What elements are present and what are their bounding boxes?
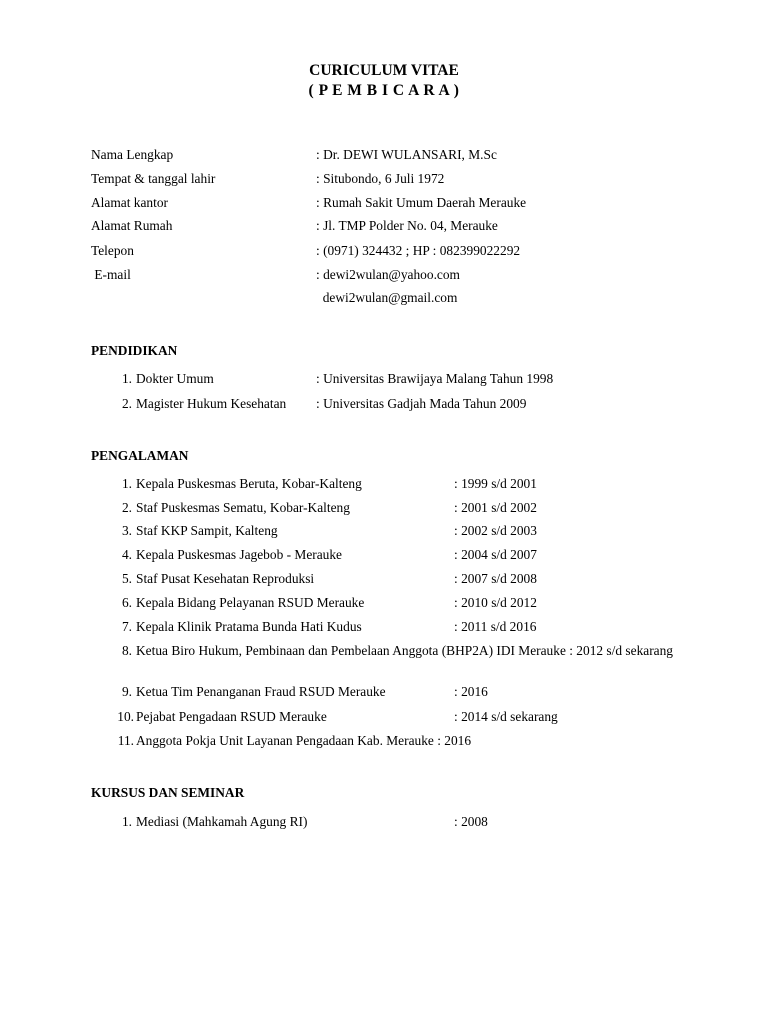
item-period: : 2014 s/d sekarang	[454, 709, 558, 724]
item-name: Kepala Puskesmas Beruta, Kobar-Kalteng	[136, 476, 362, 491]
field-label: E-mail	[91, 267, 131, 282]
item-number: 6.	[121, 595, 132, 610]
field-value: : Situbondo, 6 Juli 1972	[316, 171, 445, 186]
field-value: : Jl. TMP Polder No. 04, Merauke	[316, 218, 498, 233]
item-number: 7.	[121, 619, 132, 634]
item-period: : 2016	[454, 684, 488, 699]
field-value: : (0971) 324432 ; HP : 082399022292	[316, 243, 521, 258]
item-number: 2.	[121, 500, 132, 515]
field-value: : dewi2wulan@yahoo.com	[316, 267, 460, 282]
section-heading-pendidikan: PENDIDIKAN	[91, 343, 178, 358]
field-label: Telepon	[91, 243, 134, 258]
item-name: Kepala Puskesmas Jagebob - Merauke	[136, 547, 343, 562]
item-name: Staf Pusat Kesehatan Reproduksi	[136, 571, 315, 586]
item-number: 2.	[121, 396, 132, 411]
field-label: Nama Lengkap	[91, 147, 174, 162]
item-name: Pejabat Pengadaan RSUD Merauke	[136, 709, 327, 724]
item-name: Kepala Klinik Pratama Bunda Hati Kudus	[136, 619, 362, 634]
item-number: 9.	[121, 684, 132, 699]
item-number: 1.	[121, 476, 132, 491]
item-name: Dokter Umum	[136, 371, 214, 386]
item-period: : 2002 s/d 2003	[454, 523, 537, 538]
item-name: Magister Hukum Kesehatan	[136, 396, 287, 411]
field-value: : Dr. DEWI WULANSARI, M.Sc	[316, 147, 497, 162]
item-number: 11.	[117, 733, 134, 748]
section-heading-kursus: KURSUS DAN SEMINAR	[91, 785, 245, 800]
item-name: Kepala Bidang Pelayanan RSUD Merauke	[136, 595, 365, 610]
item-period: : 2008	[454, 814, 488, 829]
item-period: : 2010 s/d 2012	[454, 595, 537, 610]
item-number: 1.	[121, 371, 132, 386]
field-value: dewi2wulan@gmail.com	[316, 290, 458, 305]
item-detail: : Universitas Brawijaya Malang Tahun 1998	[316, 371, 554, 386]
field-label: Alamat Rumah	[91, 218, 173, 233]
document-title: CURICULUM VITAE	[309, 62, 459, 79]
item-number: 3.	[121, 523, 132, 538]
item-number: 8.	[121, 643, 132, 658]
field-value: : Rumah Sakit Umum Daerah Merauke	[316, 195, 527, 210]
item-number: 10.	[117, 709, 134, 724]
item-period: : 2011 s/d 2016	[454, 619, 537, 634]
item-name: Mediasi (Mahkamah Agung RI)	[136, 814, 308, 829]
item-number: 1.	[121, 814, 132, 829]
item-name: Ketua Tim Penanganan Fraud RSUD Merauke	[136, 684, 386, 699]
field-label: Alamat kantor	[91, 195, 168, 210]
item-detail: : Universitas Gadjah Mada Tahun 2009	[316, 396, 527, 411]
item-name: Staf Puskesmas Sematu, Kobar-Kalteng	[136, 500, 350, 515]
item-name: Staf KKP Sampit, Kalteng	[136, 523, 278, 538]
item-text: Anggota Pokja Unit Layanan Pengadaan Kab. Merauke : 2016	[136, 733, 472, 748]
item-text: Ketua Biro Hukum, Pembinaan dan Pembelaan Anggota (BHP2A) IDI Merauke : 2012 s/d sekarang	[136, 643, 673, 658]
item-number: 4.	[121, 547, 132, 562]
item-period: : 2004 s/d 2007	[454, 547, 537, 562]
field-label: Tempat & tanggal lahir	[91, 171, 216, 186]
item-period: : 2001 s/d 2002	[454, 500, 537, 515]
item-number: 5.	[121, 571, 132, 586]
item-period: : 2007 s/d 2008	[454, 571, 537, 586]
section-heading-pengalaman: PENGALAMAN	[91, 448, 189, 463]
document-subtitle: ( P E M B I C A R A )	[308, 82, 460, 99]
item-period: : 1999 s/d 2001	[454, 476, 537, 491]
